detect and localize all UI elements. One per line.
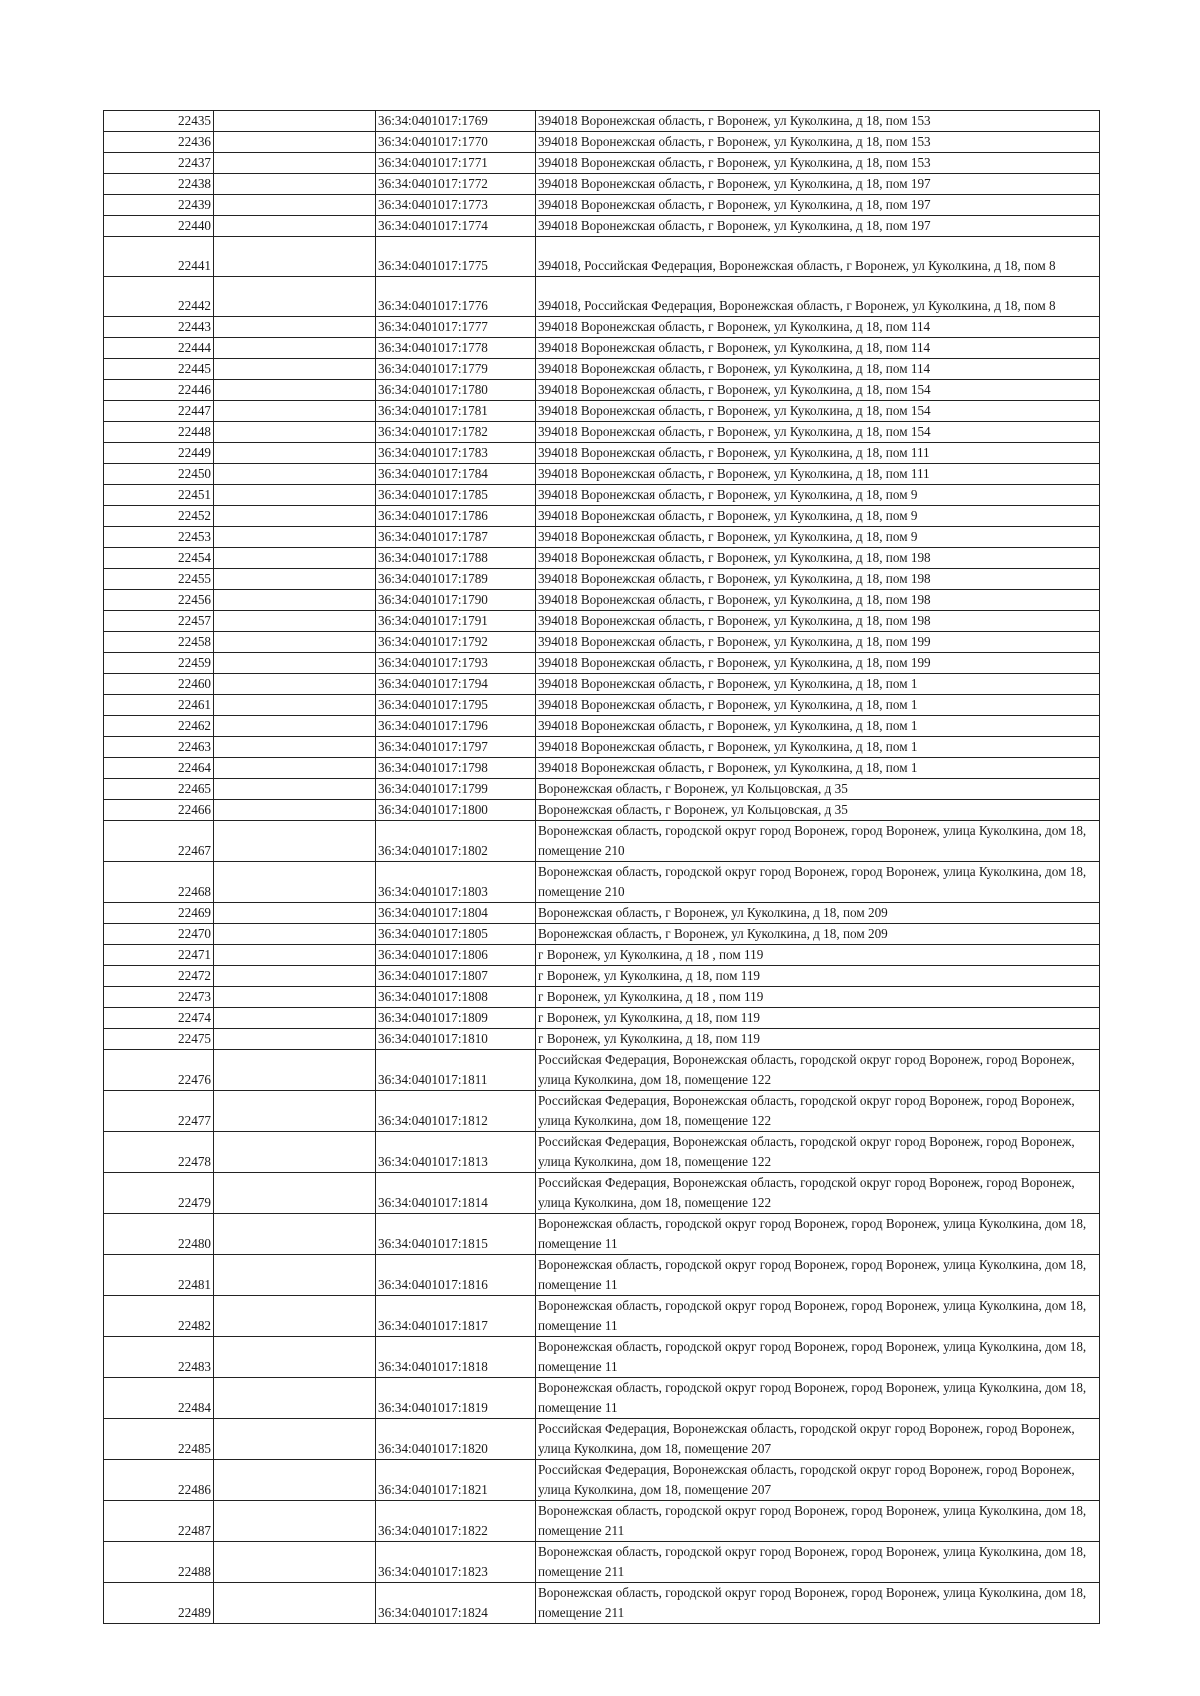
address-cell: г Воронеж, ул Куколкина, д 18, пом 119	[536, 1029, 1100, 1050]
empty-cell	[214, 1173, 376, 1214]
empty-cell	[214, 716, 376, 737]
address-cell: 394018 Воронежская область, г Воронеж, ул Куколкина, д 18, пом 153	[536, 111, 1100, 132]
address-cell: Российская Федерация, Воронежская область, городской округ город Воронеж, город Воронеж, улица Куколкина, дом 18, помещение 122	[536, 1091, 1100, 1132]
empty-cell	[214, 611, 376, 632]
cadastral-number-cell: 36:34:0401017:1796	[376, 716, 536, 737]
cadastral-number-cell: 36:34:0401017:1784	[376, 464, 536, 485]
table-row	[104, 111, 1100, 132]
address-cell: 394018 Воронежская область, г Воронеж, ул Куколкина, д 18, пом 197	[536, 195, 1100, 216]
cadastral-number-cell: 36:34:0401017:1795	[376, 695, 536, 716]
address-cell: 394018 Воронежская область, г Воронеж, ул Куколкина, д 18, пом 1	[536, 737, 1100, 758]
cadastral-number-cell: 36:34:0401017:1800	[376, 800, 536, 821]
table-row	[104, 1132, 1100, 1173]
address-cell: Воронежская область, городской округ город Воронеж, город Воронеж, улица Куколкина, дом 18, помещение 11	[536, 1214, 1100, 1255]
cadastral-number-cell: 36:34:0401017:1811	[376, 1050, 536, 1091]
row-number-cell: 22472	[104, 966, 214, 987]
cadastral-number-cell: 36:34:0401017:1812	[376, 1091, 536, 1132]
row-number-cell: 22466	[104, 800, 214, 821]
cadastral-number-cell: 36:34:0401017:1810	[376, 1029, 536, 1050]
row-number-cell: 22438	[104, 174, 214, 195]
address-cell: 394018 Воронежская область, г Воронеж, ул Куколкина, д 18, пом 198	[536, 548, 1100, 569]
row-number-cell: 22469	[104, 903, 214, 924]
empty-cell	[214, 695, 376, 716]
table-row	[104, 1542, 1100, 1583]
empty-cell	[214, 338, 376, 359]
cadastral-number-cell: 36:34:0401017:1789	[376, 569, 536, 590]
table-row	[104, 527, 1100, 548]
empty-cell	[214, 527, 376, 548]
empty-cell	[214, 821, 376, 862]
address-cell: 394018 Воронежская область, г Воронеж, ул Куколкина, д 18, пом 114	[536, 338, 1100, 359]
row-number-cell: 22478	[104, 1132, 214, 1173]
empty-cell	[214, 216, 376, 237]
address-cell: Российская Федерация, Воронежская область, городской округ город Воронеж, город Воронеж, улица Куколкина, дом 18, помещение 207	[536, 1419, 1100, 1460]
table-row	[104, 800, 1100, 821]
table-row	[104, 1029, 1100, 1050]
address-cell: 394018 Воронежская область, г Воронеж, ул Куколкина, д 18, пом 154	[536, 401, 1100, 422]
row-number-cell: 22489	[104, 1583, 214, 1624]
table-row	[104, 569, 1100, 590]
address-cell: 394018 Воронежская область, г Воронеж, ул Куколкина, д 18, пом 153	[536, 132, 1100, 153]
table-row	[104, 1419, 1100, 1460]
row-number-cell: 22447	[104, 401, 214, 422]
empty-cell	[214, 380, 376, 401]
table-row	[104, 195, 1100, 216]
table-row	[104, 1091, 1100, 1132]
empty-cell	[214, 237, 376, 277]
address-cell: 394018 Воронежская область, г Воронеж, ул Куколкина, д 18, пом 114	[536, 317, 1100, 338]
empty-cell	[214, 1132, 376, 1173]
empty-cell	[214, 422, 376, 443]
row-number-cell: 22484	[104, 1378, 214, 1419]
empty-cell	[214, 1542, 376, 1583]
empty-cell	[214, 966, 376, 987]
address-cell: 394018 Воронежская область, г Воронеж, ул Куколкина, д 18, пом 198	[536, 590, 1100, 611]
table-row	[104, 1255, 1100, 1296]
cadastral-number-cell: 36:34:0401017:1785	[376, 485, 536, 506]
table-row	[104, 1460, 1100, 1501]
cadastral-number-cell: 36:34:0401017:1781	[376, 401, 536, 422]
table-row	[104, 422, 1100, 443]
table-row	[104, 401, 1100, 422]
cadastral-number-cell: 36:34:0401017:1775	[376, 237, 536, 277]
table-row	[104, 506, 1100, 527]
cadastral-number-cell: 36:34:0401017:1821	[376, 1460, 536, 1501]
row-number-cell: 22481	[104, 1255, 214, 1296]
address-cell: г Воронеж, ул Куколкина, д 18 , пом 119	[536, 987, 1100, 1008]
address-cell: Воронежская область, городской округ город Воронеж, город Воронеж, улица Куколкина, дом 18, помещение 211	[536, 1542, 1100, 1583]
empty-cell	[214, 443, 376, 464]
table-row	[104, 1378, 1100, 1419]
cadastral-number-cell: 36:34:0401017:1777	[376, 317, 536, 338]
cadastral-number-cell: 36:34:0401017:1824	[376, 1583, 536, 1624]
cadastral-number-cell: 36:34:0401017:1818	[376, 1337, 536, 1378]
row-number-cell: 22457	[104, 611, 214, 632]
table-row	[104, 1501, 1100, 1542]
address-cell: 394018 Воронежская область, г Воронеж, ул Куколкина, д 18, пом 1	[536, 758, 1100, 779]
table-row	[104, 779, 1100, 800]
row-number-cell: 22459	[104, 653, 214, 674]
table-row	[104, 1583, 1100, 1624]
cadastral-number-cell: 36:34:0401017:1804	[376, 903, 536, 924]
row-number-cell: 22458	[104, 632, 214, 653]
address-cell: 394018 Воронежская область, г Воронеж, ул Куколкина, д 18, пом 9	[536, 527, 1100, 548]
table-row	[104, 653, 1100, 674]
cadastral-number-cell: 36:34:0401017:1776	[376, 277, 536, 317]
address-cell: 394018, Российская Федерация, Воронежская область, г Воронеж, ул Куколкина, д 18, пом 8	[536, 277, 1100, 317]
row-number-cell: 22476	[104, 1050, 214, 1091]
address-cell: Воронежская область, г Воронеж, ул Куколкина, д 18, пом 209	[536, 903, 1100, 924]
empty-cell	[214, 277, 376, 317]
empty-cell	[214, 485, 376, 506]
empty-cell	[214, 862, 376, 903]
row-number-cell: 22448	[104, 422, 214, 443]
row-number-cell: 22442	[104, 277, 214, 317]
cadastral-number-cell: 36:34:0401017:1799	[376, 779, 536, 800]
row-number-cell: 22488	[104, 1542, 214, 1583]
table-row	[104, 966, 1100, 987]
row-number-cell: 22485	[104, 1419, 214, 1460]
cadastral-number-cell: 36:34:0401017:1792	[376, 632, 536, 653]
table-row	[104, 216, 1100, 237]
row-number-cell: 22470	[104, 924, 214, 945]
empty-cell	[214, 590, 376, 611]
cadastral-number-cell: 36:34:0401017:1797	[376, 737, 536, 758]
cadastral-number-cell: 36:34:0401017:1787	[376, 527, 536, 548]
empty-cell	[214, 674, 376, 695]
row-number-cell: 22463	[104, 737, 214, 758]
table-row	[104, 821, 1100, 862]
table-row	[104, 987, 1100, 1008]
empty-cell	[214, 1050, 376, 1091]
cadastral-number-cell: 36:34:0401017:1805	[376, 924, 536, 945]
address-cell: Российская Федерация, Воронежская область, городской округ город Воронеж, город Воронеж, улица Куколкина, дом 18, помещение 122	[536, 1132, 1100, 1173]
table-row	[104, 758, 1100, 779]
empty-cell	[214, 132, 376, 153]
cadastral-number-cell: 36:34:0401017:1808	[376, 987, 536, 1008]
empty-cell	[214, 800, 376, 821]
row-number-cell: 22467	[104, 821, 214, 862]
row-number-cell: 22464	[104, 758, 214, 779]
cadastral-number-cell: 36:34:0401017:1786	[376, 506, 536, 527]
address-cell: 394018, Российская Федерация, Воронежская область, г Воронеж, ул Куколкина, д 18, пом 8	[536, 237, 1100, 277]
empty-cell	[214, 111, 376, 132]
row-number-cell: 22451	[104, 485, 214, 506]
address-cell: Воронежская область, городской округ город Воронеж, город Воронеж, улица Куколкина, дом 18, помещение 210	[536, 862, 1100, 903]
table-row	[104, 716, 1100, 737]
table-row	[104, 862, 1100, 903]
cadastral-number-cell: 36:34:0401017:1809	[376, 1008, 536, 1029]
row-number-cell: 22452	[104, 506, 214, 527]
empty-cell	[214, 1296, 376, 1337]
row-number-cell: 22450	[104, 464, 214, 485]
empty-cell	[214, 1460, 376, 1501]
cadastral-number-cell: 36:34:0401017:1791	[376, 611, 536, 632]
empty-cell	[214, 174, 376, 195]
table-row	[104, 632, 1100, 653]
row-number-cell: 22468	[104, 862, 214, 903]
empty-cell	[214, 548, 376, 569]
cadastral-number-cell: 36:34:0401017:1806	[376, 945, 536, 966]
empty-cell	[214, 653, 376, 674]
row-number-cell: 22482	[104, 1296, 214, 1337]
empty-cell	[214, 632, 376, 653]
table-row	[104, 132, 1100, 153]
address-cell: Воронежская область, городской округ город Воронеж, город Воронеж, улица Куколкина, дом 18, помещение 211	[536, 1501, 1100, 1542]
table-row	[104, 1173, 1100, 1214]
table-row	[104, 945, 1100, 966]
cadastral-number-cell: 36:34:0401017:1822	[376, 1501, 536, 1542]
address-cell: 394018 Воронежская область, г Воронеж, ул Куколкина, д 18, пом 198	[536, 611, 1100, 632]
table-row	[104, 237, 1100, 277]
table-row	[104, 590, 1100, 611]
cadastral-number-cell: 36:34:0401017:1823	[376, 1542, 536, 1583]
address-cell: г Воронеж, ул Куколкина, д 18, пом 119	[536, 966, 1100, 987]
address-cell: 394018 Воронежская область, г Воронеж, ул Куколкина, д 18, пом 154	[536, 380, 1100, 401]
address-cell: 394018 Воронежская область, г Воронеж, ул Куколкина, д 18, пом 199	[536, 632, 1100, 653]
empty-cell	[214, 737, 376, 758]
table-row	[104, 1337, 1100, 1378]
row-number-cell: 22441	[104, 237, 214, 277]
row-number-cell: 22487	[104, 1501, 214, 1542]
cadastral-number-cell: 36:34:0401017:1778	[376, 338, 536, 359]
row-number-cell: 22483	[104, 1337, 214, 1378]
row-number-cell: 22453	[104, 527, 214, 548]
empty-cell	[214, 1501, 376, 1542]
row-number-cell: 22445	[104, 359, 214, 380]
empty-cell	[214, 1419, 376, 1460]
row-number-cell: 22486	[104, 1460, 214, 1501]
address-cell: 394018 Воронежская область, г Воронеж, ул Куколкина, д 18, пом 111	[536, 464, 1100, 485]
table-row	[104, 380, 1100, 401]
cadastral-number-cell: 36:34:0401017:1780	[376, 380, 536, 401]
row-number-cell: 22480	[104, 1214, 214, 1255]
row-number-cell: 22475	[104, 1029, 214, 1050]
table-row	[104, 1214, 1100, 1255]
cadastral-number-cell: 36:34:0401017:1771	[376, 153, 536, 174]
address-cell: 394018 Воронежская область, г Воронеж, ул Куколкина, д 18, пом 1	[536, 674, 1100, 695]
table-row	[104, 338, 1100, 359]
row-number-cell: 22479	[104, 1173, 214, 1214]
empty-cell	[214, 401, 376, 422]
empty-cell	[214, 758, 376, 779]
address-cell: Воронежская область, г Воронеж, ул Кольцовская, д 35	[536, 779, 1100, 800]
cadastral-number-cell: 36:34:0401017:1803	[376, 862, 536, 903]
address-cell: 394018 Воронежская область, г Воронеж, ул Куколкина, д 18, пом 199	[536, 653, 1100, 674]
table-row	[104, 277, 1100, 317]
cadastral-number-cell: 36:34:0401017:1769	[376, 111, 536, 132]
row-number-cell: 22477	[104, 1091, 214, 1132]
cadastral-number-cell: 36:34:0401017:1813	[376, 1132, 536, 1173]
cadastral-number-cell: 36:34:0401017:1819	[376, 1378, 536, 1419]
address-cell: Воронежская область, г Воронеж, ул Кольцовская, д 35	[536, 800, 1100, 821]
table-row	[104, 1050, 1100, 1091]
cadastral-number-cell: 36:34:0401017:1816	[376, 1255, 536, 1296]
table-row	[104, 1008, 1100, 1029]
address-cell: 394018 Воронежская область, г Воронеж, ул Куколкина, д 18, пом 111	[536, 443, 1100, 464]
table-row	[104, 674, 1100, 695]
address-cell: г Воронеж, ул Куколкина, д 18, пом 119	[536, 1008, 1100, 1029]
cadastral-number-cell: 36:34:0401017:1774	[376, 216, 536, 237]
empty-cell	[214, 903, 376, 924]
empty-cell	[214, 1008, 376, 1029]
empty-cell	[214, 153, 376, 174]
row-number-cell: 22446	[104, 380, 214, 401]
cadastral-number-cell: 36:34:0401017:1770	[376, 132, 536, 153]
table-row	[104, 464, 1100, 485]
cadastral-number-cell: 36:34:0401017:1793	[376, 653, 536, 674]
table-body	[104, 111, 1100, 1624]
table-row	[104, 443, 1100, 464]
address-cell: г Воронеж, ул Куколкина, д 18 , пом 119	[536, 945, 1100, 966]
table-row	[104, 174, 1100, 195]
row-number-cell: 22462	[104, 716, 214, 737]
address-cell: 394018 Воронежская область, г Воронеж, ул Куколкина, д 18, пом 9	[536, 506, 1100, 527]
empty-cell	[214, 317, 376, 338]
empty-cell	[214, 359, 376, 380]
address-cell: 394018 Воронежская область, г Воронеж, ул Куколкина, д 18, пом 154	[536, 422, 1100, 443]
row-number-cell: 22443	[104, 317, 214, 338]
table-row	[104, 317, 1100, 338]
row-number-cell: 22461	[104, 695, 214, 716]
address-cell: Воронежская область, городской округ город Воронеж, город Воронеж, улица Куколкина, дом 18, помещение 211	[536, 1583, 1100, 1624]
empty-cell	[214, 924, 376, 945]
address-cell: Воронежская область, городской округ город Воронеж, город Воронеж, улица Куколкина, дом 18, помещение 11	[536, 1296, 1100, 1337]
table-row	[104, 548, 1100, 569]
address-cell: Воронежская область, городской округ город Воронеж, город Воронеж, улица Куколкина, дом 18, помещение 11	[536, 1337, 1100, 1378]
table-row	[104, 1296, 1100, 1337]
table-row	[104, 611, 1100, 632]
table-row	[104, 737, 1100, 758]
address-cell: Российская Федерация, Воронежская область, городской округ город Воронеж, город Воронеж, улица Куколкина, дом 18, помещение 207	[536, 1460, 1100, 1501]
table-row	[104, 924, 1100, 945]
row-number-cell: 22440	[104, 216, 214, 237]
address-cell: 394018 Воронежская область, г Воронеж, ул Куколкина, д 18, пом 198	[536, 569, 1100, 590]
row-number-cell: 22473	[104, 987, 214, 1008]
table-row	[104, 903, 1100, 924]
table-row	[104, 695, 1100, 716]
cadastral-number-cell: 36:34:0401017:1782	[376, 422, 536, 443]
empty-cell	[214, 1214, 376, 1255]
empty-cell	[214, 1029, 376, 1050]
row-number-cell: 22449	[104, 443, 214, 464]
address-cell: Российская Федерация, Воронежская область, городской округ город Воронеж, город Воронеж, улица Куколкина, дом 18, помещение 122	[536, 1050, 1100, 1091]
row-number-cell: 22439	[104, 195, 214, 216]
cadastral-number-cell: 36:34:0401017:1817	[376, 1296, 536, 1337]
row-number-cell: 22474	[104, 1008, 214, 1029]
empty-cell	[214, 1378, 376, 1419]
address-cell: Воронежская область, городской округ город Воронеж, город Воронеж, улица Куколкина, дом 18, помещение 11	[536, 1378, 1100, 1419]
cadastral-number-cell: 36:34:0401017:1798	[376, 758, 536, 779]
table-row	[104, 359, 1100, 380]
empty-cell	[214, 569, 376, 590]
empty-cell	[214, 195, 376, 216]
empty-cell	[214, 464, 376, 485]
row-number-cell: 22455	[104, 569, 214, 590]
cadastral-number-cell: 36:34:0401017:1772	[376, 174, 536, 195]
empty-cell	[214, 1091, 376, 1132]
cadastral-number-cell: 36:34:0401017:1814	[376, 1173, 536, 1214]
cadastral-number-cell: 36:34:0401017:1788	[376, 548, 536, 569]
row-number-cell: 22471	[104, 945, 214, 966]
cadastral-number-cell: 36:34:0401017:1773	[376, 195, 536, 216]
empty-cell	[214, 779, 376, 800]
cadastral-number-cell: 36:34:0401017:1815	[376, 1214, 536, 1255]
address-cell: Воронежская область, городской округ город Воронеж, город Воронеж, улица Куколкина, дом 18, помещение 11	[536, 1255, 1100, 1296]
cadastral-number-cell: 36:34:0401017:1794	[376, 674, 536, 695]
row-number-cell: 22465	[104, 779, 214, 800]
row-number-cell: 22444	[104, 338, 214, 359]
address-cell: 394018 Воронежская область, г Воронеж, ул Куколкина, д 18, пом 9	[536, 485, 1100, 506]
cadastral-table	[103, 110, 1100, 1624]
empty-cell	[214, 506, 376, 527]
empty-cell	[214, 1583, 376, 1624]
address-cell: 394018 Воронежская область, г Воронеж, ул Куколкина, д 18, пом 1	[536, 716, 1100, 737]
row-number-cell: 22437	[104, 153, 214, 174]
row-number-cell: 22436	[104, 132, 214, 153]
address-cell: Российская Федерация, Воронежская область, городской округ город Воронеж, город Воронеж, улица Куколкина, дом 18, помещение 122	[536, 1173, 1100, 1214]
address-cell: 394018 Воронежская область, г Воронеж, ул Куколкина, д 18, пом 153	[536, 153, 1100, 174]
row-number-cell: 22454	[104, 548, 214, 569]
empty-cell	[214, 1337, 376, 1378]
table-row	[104, 153, 1100, 174]
cadastral-number-cell: 36:34:0401017:1802	[376, 821, 536, 862]
empty-cell	[214, 987, 376, 1008]
address-cell: 394018 Воронежская область, г Воронеж, ул Куколкина, д 18, пом 197	[536, 216, 1100, 237]
row-number-cell: 22460	[104, 674, 214, 695]
row-number-cell: 22435	[104, 111, 214, 132]
cadastral-number-cell: 36:34:0401017:1820	[376, 1419, 536, 1460]
address-cell: 394018 Воронежская область, г Воронеж, ул Куколкина, д 18, пом 114	[536, 359, 1100, 380]
address-cell: Воронежская область, городской округ город Воронеж, город Воронеж, улица Куколкина, дом 18, помещение 210	[536, 821, 1100, 862]
empty-cell	[214, 945, 376, 966]
cadastral-number-cell: 36:34:0401017:1779	[376, 359, 536, 380]
cadastral-number-cell: 36:34:0401017:1783	[376, 443, 536, 464]
cadastral-number-cell: 36:34:0401017:1807	[376, 966, 536, 987]
address-cell: 394018 Воронежская область, г Воронеж, ул Куколкина, д 18, пом 197	[536, 174, 1100, 195]
empty-cell	[214, 1255, 376, 1296]
row-number-cell: 22456	[104, 590, 214, 611]
table-row	[104, 485, 1100, 506]
address-cell: 394018 Воронежская область, г Воронеж, ул Куколкина, д 18, пом 1	[536, 695, 1100, 716]
cadastral-number-cell: 36:34:0401017:1790	[376, 590, 536, 611]
address-cell: Воронежская область, г Воронеж, ул Куколкина, д 18, пом 209	[536, 924, 1100, 945]
